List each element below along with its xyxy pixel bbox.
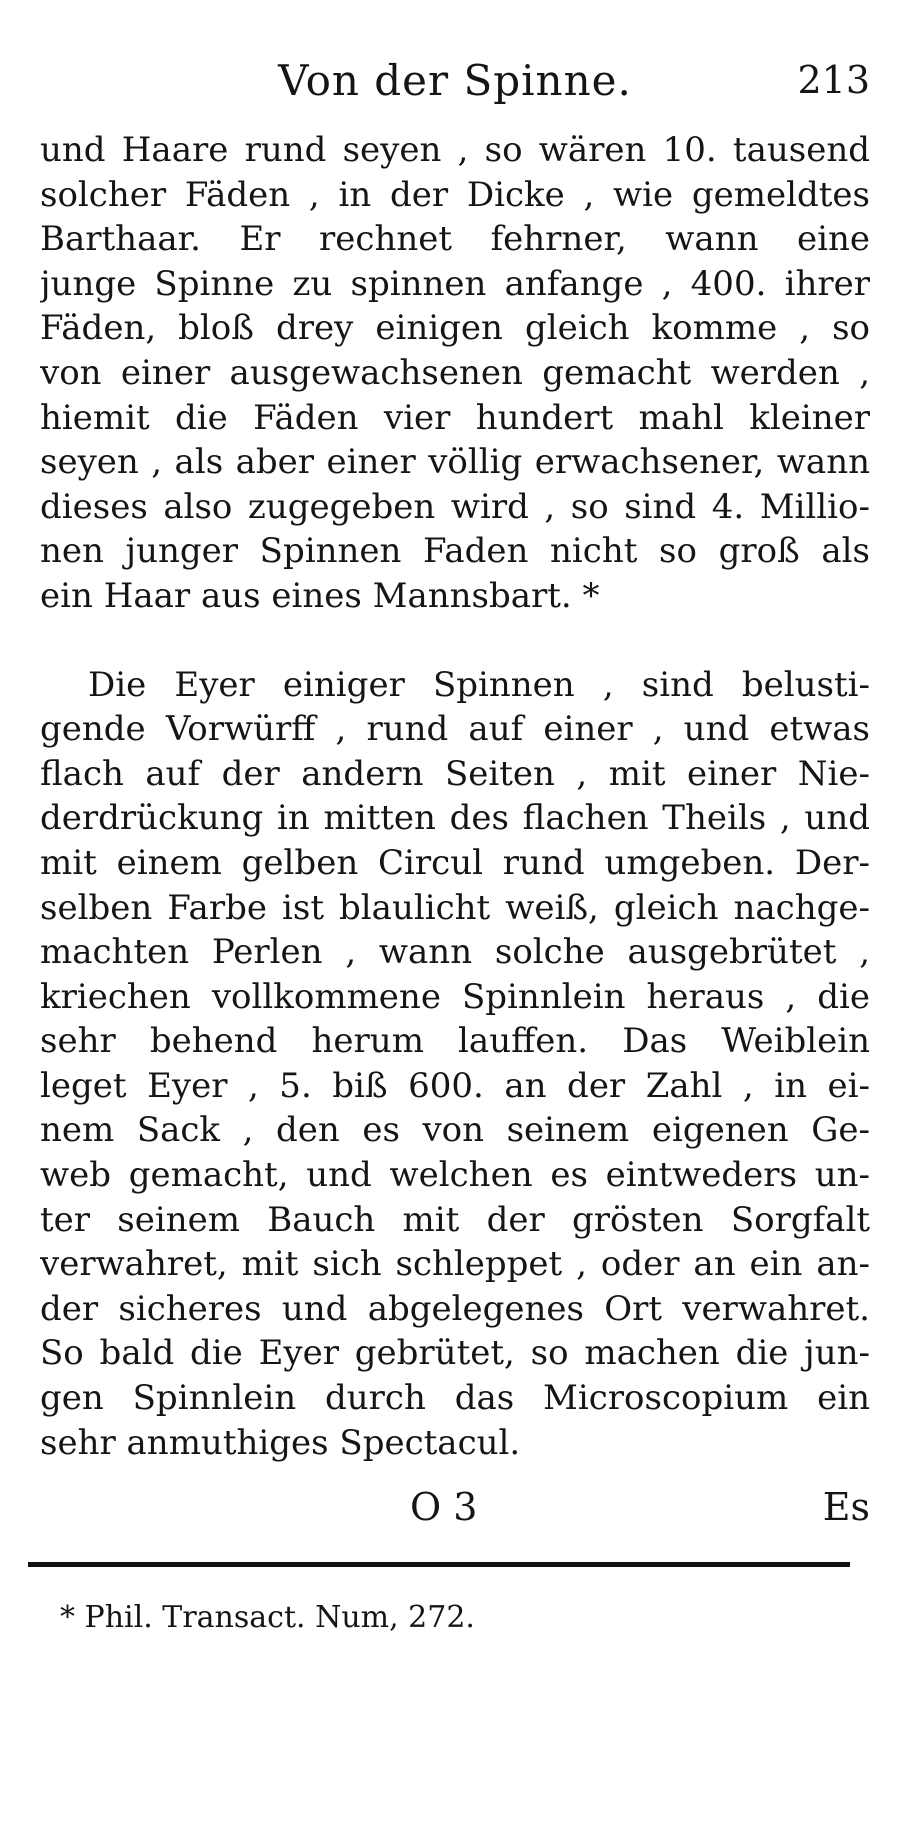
- text-line: selben Farbe ist blaulicht weiß, gleich nachge-: [40, 887, 870, 928]
- text-line: leget Eyer , 5. biß 600. an der Zahl , in ei-: [40, 1065, 870, 1106]
- text-line: web gemacht, und welchen es eintweders un-: [40, 1155, 870, 1196]
- footnote-rule: [28, 1562, 850, 1567]
- text-line: solcher Fäden , in der Dicke , wie gemeldtes: [40, 174, 870, 215]
- text-line: nen junger Spinnen Faden nicht so groß als: [40, 531, 870, 572]
- text-line: ter seinem Bauch mit der grösten Sorgfalt: [40, 1199, 870, 1240]
- paragraph-2: [40, 663, 870, 1466]
- footnote: * Phil. Transact. Num, 272.: [60, 1600, 475, 1635]
- body-text: [40, 128, 870, 1465]
- signature-mark: O 3: [410, 1485, 478, 1529]
- text-line: sehr behend herum lauffen. Das Weiblein: [40, 1021, 870, 1062]
- running-header: [40, 52, 870, 112]
- text-line: gende Vorwürff , rund auf einer , und etwas: [40, 709, 870, 750]
- text-line: und Haare rund seyen , so wären 10. tausend: [40, 130, 870, 170]
- text-line: nem Sack , den es von seinem eigenen Ge-: [40, 1110, 870, 1151]
- page-number: 213: [797, 58, 870, 102]
- paragraph-1: [40, 128, 870, 619]
- text-line: flach auf der andern Seiten , mit einer Nie-: [40, 753, 870, 794]
- paragraph-gap: [40, 619, 870, 663]
- text-line: von einer ausgewachsenen gemacht werden ,: [40, 352, 870, 393]
- text-line: derdrückung in mitten des flachen Theils , und: [40, 798, 870, 839]
- text-line: mit einem gelben Circul rund umgeben. Der-: [40, 842, 870, 883]
- text-line: dieses also zugegeben wird , so sind 4. Millio-: [40, 486, 870, 527]
- text-line: machten Perlen , wann solche ausgebrütet ,: [40, 932, 870, 973]
- signature-line: [40, 1485, 870, 1535]
- text-line: der sicheres und abgelegenes Ort verwahret.: [40, 1288, 870, 1329]
- text-line: seyen , als aber einer völlig erwachsener, wann: [40, 442, 870, 483]
- text-line: verwahret, mit sich schleppet , oder an ein an-: [40, 1244, 870, 1285]
- catchword: Es: [822, 1485, 870, 1529]
- text-line: ein Haar aus eines Mannsbart. *: [40, 575, 600, 616]
- text-line: Barthaar. Er rechnet fehrner, wann eine: [40, 219, 870, 260]
- text-line: Die Eyer einiger Spinnen , sind belusti-: [88, 664, 870, 705]
- text-line: kriechen vollkommene Spinnlein heraus , die: [40, 976, 870, 1017]
- text-line: hiemit die Fäden vier hundert mahl kleiner: [40, 397, 870, 438]
- text-line: Fäden, bloß drey einigen gleich komme , so: [40, 308, 870, 349]
- text-line: gen Spinnlein durch das Microscopium ein: [40, 1378, 870, 1419]
- text-line: sehr anmuthiges Spectacul.: [40, 1422, 521, 1463]
- text-line: junge Spinne zu spinnen anfange , 400. ihrer: [40, 263, 870, 304]
- running-title: Von der Spinne.: [278, 56, 632, 105]
- text-line: So bald die Eyer gebrütet, so machen die jun-: [40, 1333, 870, 1374]
